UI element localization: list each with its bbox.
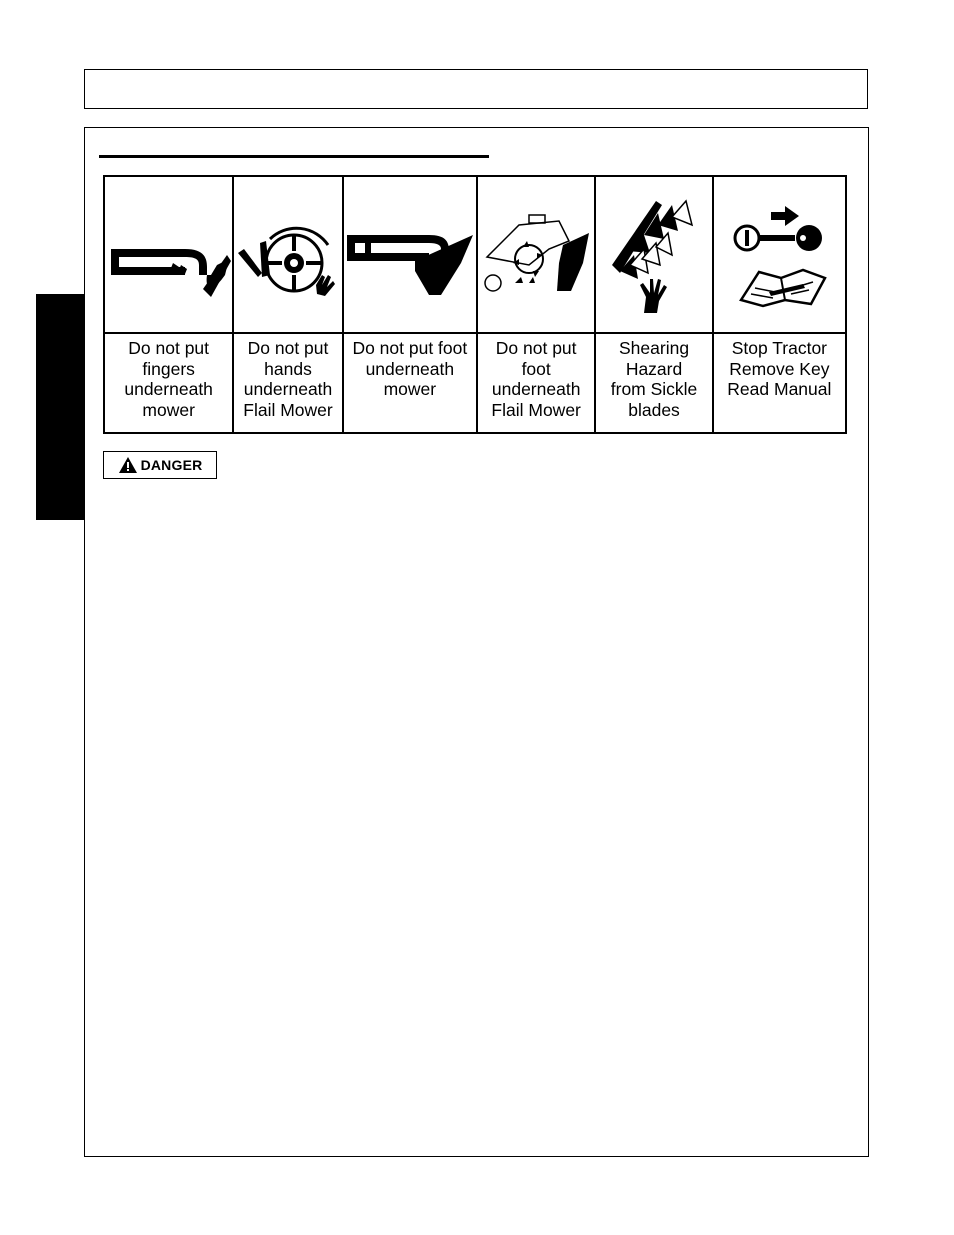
foot-under-mower-icon [344,177,476,334]
sickle-blade-shear-icon [596,177,711,334]
decal-caption-hands: Do not put hands underneath Flail Mower [243,338,333,420]
hands-under-flail-mower-icon [234,177,341,334]
decal-cell-stop-key [714,177,845,432]
decal-cell-foot [344,177,478,432]
key-and-manual-icon [729,200,829,310]
decal-cell-hands [234,177,343,432]
foot-under-flail-mower-icon [478,177,594,334]
stop-key-manual-icon [714,177,845,334]
warning-triangle-icon [118,456,138,474]
decal-caption-sickle: Shearing Hazard from Sickle blades [610,338,698,420]
decal-cell-sickle [596,177,713,432]
decal-caption-fingers: Do not put fingers underneath mower [124,338,213,420]
page-header-box [84,69,868,109]
decal-caption-stop-key: Stop Tractor Remove Key Read Manual [727,338,832,399]
section-title-rule [99,155,489,158]
danger-label: DANGER [140,457,203,473]
decal-caption-foot: Do not put foot underneath mower [352,338,468,399]
fingers-under-mower-icon [105,177,232,334]
section-side-tab [36,294,84,520]
danger-signal-badge [103,451,217,479]
safety-decal-table [103,175,847,434]
decal-cell-fingers [105,177,234,432]
decal-cell-foot-flail [478,177,596,432]
decal-caption-foot-flail: Do not put foot underneath Flail Mower [491,338,581,420]
